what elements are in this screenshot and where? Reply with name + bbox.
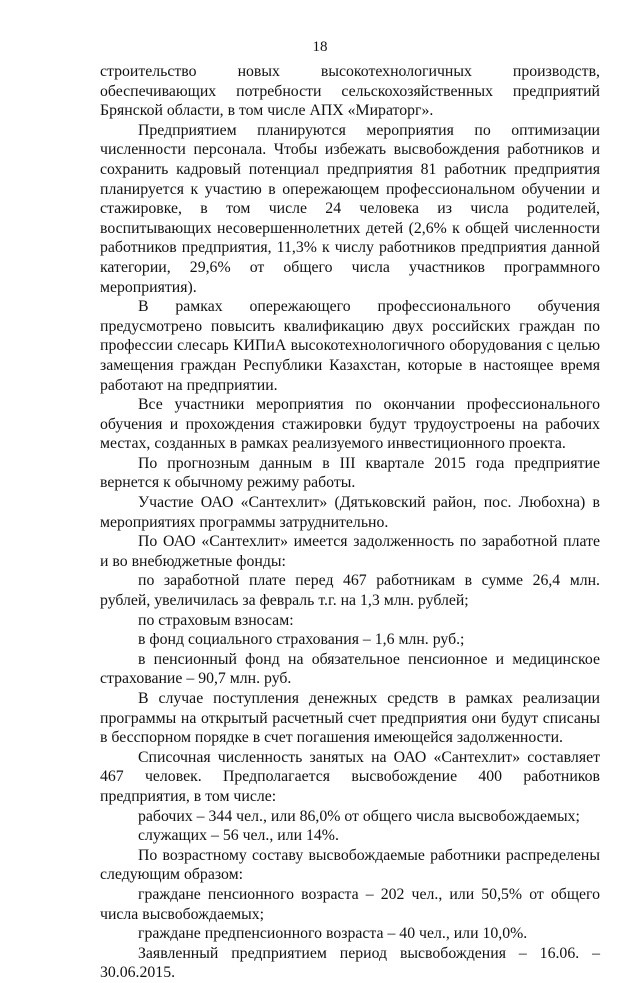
paragraph: граждане пенсионного возраста – 202 чел., или 50,5% от общего числа высвобождаемых; bbox=[100, 885, 600, 923]
paragraph: рабочих – 344 чел., или 86,0% от общего числа высвобождаемых; bbox=[138, 807, 580, 825]
paragraph: По возрастному составу высвобождаемые работники распределены следующим образом: bbox=[100, 846, 600, 884]
page-number: 18 bbox=[312, 39, 328, 55]
document-body bbox=[100, 62, 600, 983]
paragraph: строительство новых высокотехнологичных производств, обеспечивающих потребности сельскохозяйственных предприятий Брянской области, в том числе АПХ «Мираторг». bbox=[100, 63, 600, 120]
paragraph: По ОАО «Сантехлит» имеется задолженность по заработной плате и во внебюджетные фонды: bbox=[100, 533, 600, 570]
paragraph: Участие ОАО «Сантехлит» (Дятьковский район, пос. Любохна) в мероприятиях программы затруднительно. bbox=[100, 494, 600, 531]
paragraph: в пенсионный фонд на обязательное пенсионное и медицинское страхование – 90,7 млн. руб. bbox=[100, 650, 600, 688]
paragraph: граждане предпенсионного возраста – 40 чел., или 10,0%. bbox=[138, 925, 528, 943]
paragraph: по заработной плате перед 467 работникам в сумме 26,4 млн. рублей, увеличилась за февраль т.г. на 1,3 млн. рублей; bbox=[100, 572, 600, 610]
paragraph: В случае поступления денежных средств в рамках реализации программы на открытый расчетный счет предприятия они будут списаны в бесспорном порядке в счет погашения имеющейся задолженности. bbox=[100, 690, 600, 747]
paragraph: Списочная численность занятых на ОАО «Сантехлит» составляет 467 человек. Предполагается высвобождение 400 работников предприятия, в том числе: bbox=[100, 748, 600, 805]
paragraph: В рамках опережающего профессионального обучения предусмотрено повысить квалификацию двух российских граждан по профессии слесарь КИПиА высокотехнологичного оборудования с целью замещения граждан Республики Казахстан, которые в настоящее время работают на предприятии. bbox=[100, 298, 600, 394]
paragraph: в фонд социального страхования – 1,6 млн. руб.; bbox=[138, 631, 465, 649]
paragraph: По прогнозным данным в III квартале 2015 года предприятие вернется к обычному режиму работы. bbox=[100, 454, 600, 492]
paragraph: Предприятием планируются мероприятия по оптимизации численности персонала. Чтобы избежать высвобождения работников и сохранить кадровый потенциал предприятия 81 работник предприятия планируется к участию в опережающем профессиональном обучении и стажировке, в том числе 24 человека из числа родителей, воспитывающих несовершеннолетних детей (2,6% к общей численности работников предприятия, 11,3% к числу работников предприятия данной категории, 29,6% от общего числа участников программного мероприятия). bbox=[100, 121, 600, 296]
paragraph: служащих – 56 чел., или 14%. bbox=[138, 827, 339, 845]
paragraph: по страховым взносам: bbox=[138, 611, 294, 629]
paragraph: Все участники мероприятия по окончании профессионального обучения и прохождения стажировки будут трудоустроены на рабочих местах, созданных в рамках реализуемого инвестиционного проекта. bbox=[100, 396, 600, 453]
paragraph: Заявленный предприятием период высвобождения – 16.06. – 30.06.2015. bbox=[100, 944, 600, 982]
